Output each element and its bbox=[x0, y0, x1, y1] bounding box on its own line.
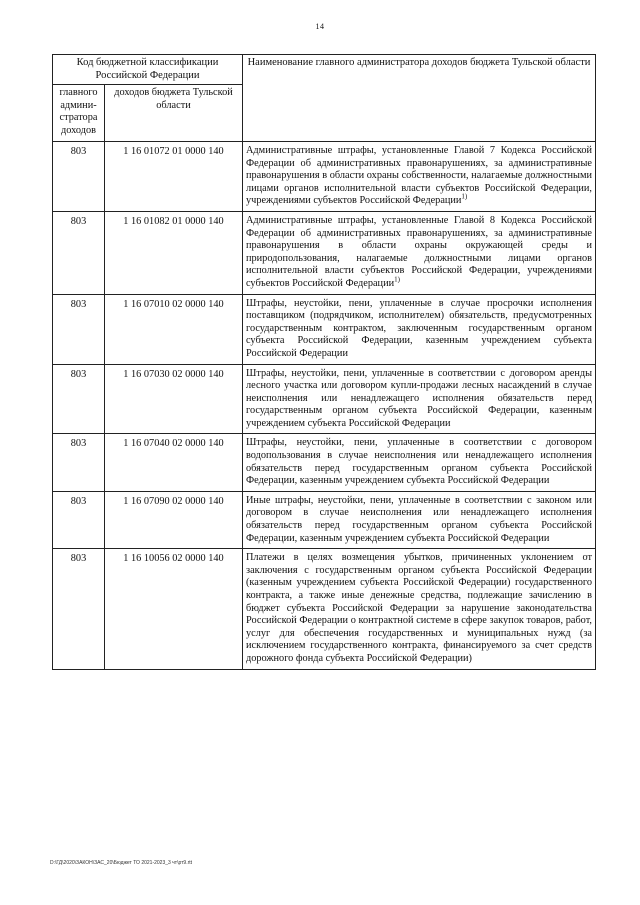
income-code-cell: 1 16 01082 01 0000 140 bbox=[105, 211, 243, 294]
name-text: Иные штрафы, неустойки, пени, уплаченные в соответствии с законом или договором в случае неисполнения или ненадлежащего исполнения обязательств перед государственным органом субъекта Российской Федерации, казенным учреждением субъекта Российской Федерации bbox=[246, 494, 592, 544]
name-text: Штрафы, неустойки, пени, уплаченные в случае просрочки исполнения поставщиком (подрядчиком, исполнителем) обязательств, предусмотренных государственным контрактом, заключенным государственным органом субъекта Российской Федерации, казенным учреждением субъекта Российской Федерации bbox=[246, 297, 592, 359]
income-code-cell: 1 16 07090 02 0000 140 bbox=[105, 491, 243, 548]
name-cell bbox=[243, 491, 596, 548]
table-row bbox=[53, 549, 596, 669]
table-row bbox=[53, 364, 596, 434]
name-cell bbox=[243, 434, 596, 491]
admin-code-cell: 803 bbox=[53, 211, 105, 294]
name-text: Штрафы, неустойки, пени, уплаченные в соответствии с договором водопользования в случае неисполнения или ненадлежащего исполнения обязательств перед государственным органом субъекта Российской Федерации, казенным учреждением субъекта Российской Федерации bbox=[246, 437, 592, 487]
table-body bbox=[53, 142, 596, 670]
table-row bbox=[53, 434, 596, 491]
name-cell bbox=[243, 211, 596, 294]
name-cell bbox=[243, 549, 596, 669]
income-code-cell: 1 16 10056 02 0000 140 bbox=[105, 549, 243, 669]
name-cell bbox=[243, 364, 596, 434]
footnote-mark: 1) bbox=[461, 192, 468, 201]
admin-code-cell: 803 bbox=[53, 294, 105, 364]
admin-code-cell: 803 bbox=[53, 434, 105, 491]
table-row bbox=[53, 211, 596, 294]
admin-code-cell: 803 bbox=[53, 364, 105, 434]
budget-classification-table bbox=[52, 54, 596, 670]
table-row bbox=[53, 294, 596, 364]
table-row bbox=[53, 142, 596, 212]
income-code-cell: 1 16 07010 02 0000 140 bbox=[105, 294, 243, 364]
header-income: доходов бюджета Тульской области bbox=[105, 85, 243, 142]
admin-code-cell: 803 bbox=[53, 491, 105, 548]
header-admin: главного админи-стратора доходов bbox=[53, 85, 105, 142]
name-text: Административные штрафы, установленные Главой 7 Кодекса Российской Федерации об административных правонарушениях, за административные правонарушения в области охраны собственности, налагаемые должностными лицами органов исполнительной власти субъектов Российской Федерации, учреждениями субъектов Российской Федерации bbox=[246, 145, 592, 207]
admin-code-cell: 803 bbox=[53, 142, 105, 212]
header-name: Наименование главного администратора доходов бюджета Тульской области bbox=[243, 55, 596, 142]
table-row bbox=[53, 491, 596, 548]
name-cell bbox=[243, 142, 596, 212]
income-code-cell: 1 16 07030 02 0000 140 bbox=[105, 364, 243, 434]
name-text: Платежи в целях возмещения убытков, причиненных уклонением от заключения с государственным органом субъекта Российской Федерации (казенным учреждением субъекта Российской Федерации) государственного контракта, а также иные денежные средства, подлежащие зачислению в бюджет субъекта Российской Федерации за нарушение законодательства Российской Федерации о контрактной системе в сфере закупок товаров, работ, услуг для обеспечения государственных и муниципальных нужд (за исключением государственного контракта, финансируемого за счет средств дорожного фонда субъекта Российской Федерации) bbox=[246, 552, 592, 664]
income-code-cell: 1 16 01072 01 0000 140 bbox=[105, 142, 243, 212]
name-text: Штрафы, неустойки, пени, уплаченные в соответствии с договором аренды лесного участка или договором купли-продажи лесных насаждений в случае неисполнения или ненадлежащего исполнения обязательств перед государственным органом субъекта Российской Федерации, казенным учреждением субъекта Российской Федерации bbox=[246, 367, 592, 429]
footnote-mark: 1) bbox=[394, 275, 400, 284]
name-cell bbox=[243, 294, 596, 364]
header-code-group: Код бюджетной классификации Российской Федерации bbox=[53, 55, 243, 85]
admin-code-cell: 803 bbox=[53, 549, 105, 669]
document-file-path: D:\ГД\2020\ЗАКОН\ЗАС_20\Бюджет ТО 2021-2023_3 чт\рт9.rtt bbox=[50, 860, 193, 866]
page-number: 14 bbox=[315, 22, 325, 31]
income-code-cell: 1 16 07040 02 0000 140 bbox=[105, 434, 243, 491]
name-text: Административные штрафы, установленные Главой 8 Кодекса Российской Федерации об административных правонарушениях, за административные правонарушения в области охраны окружающей среды и природопользования, налагаемые должностными лицами органов исполнительной власти субъектов Российской Федерации, учреждениями субъектов Российской Федерации bbox=[246, 214, 592, 289]
table-header-row bbox=[53, 55, 596, 85]
